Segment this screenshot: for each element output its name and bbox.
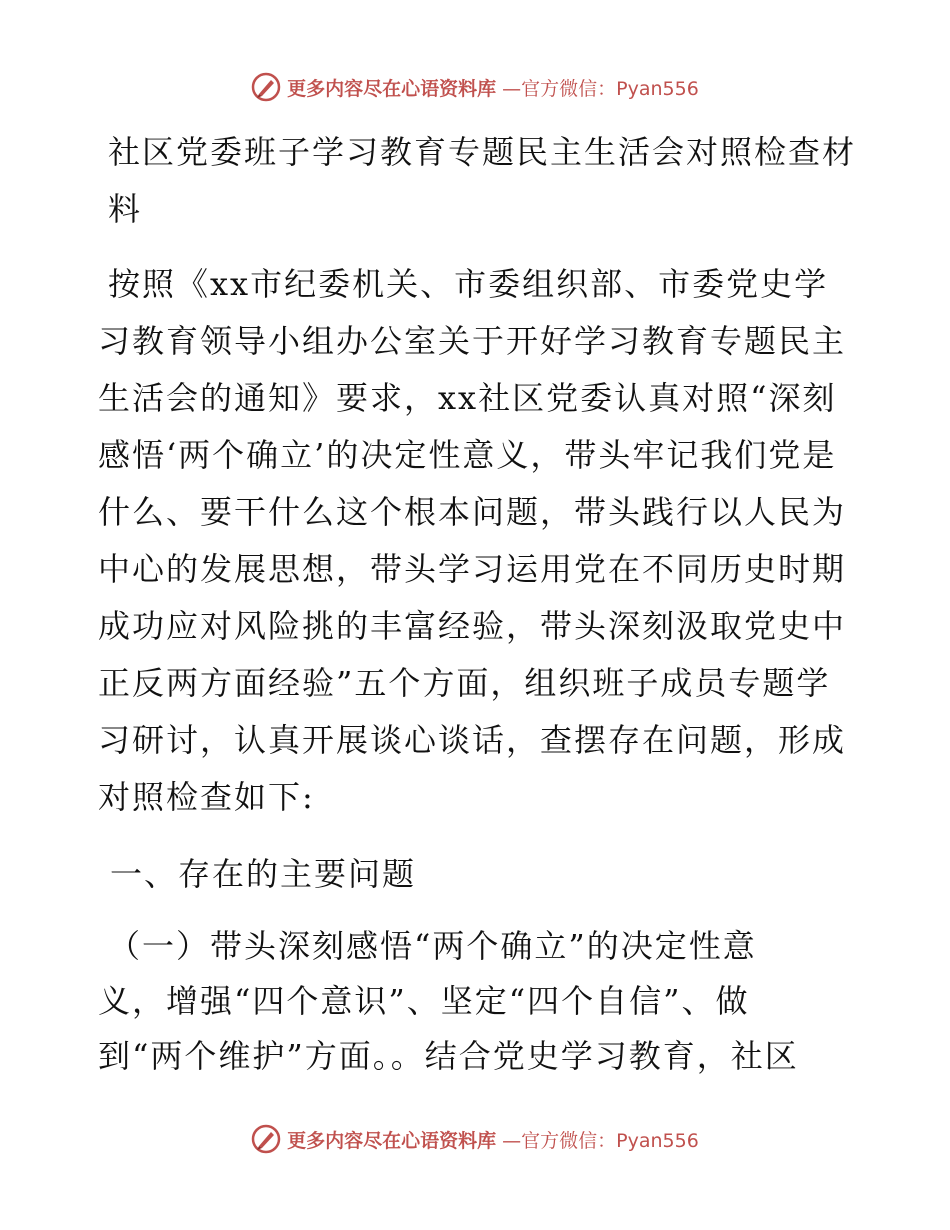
watermark-footer xyxy=(0,1124,950,1154)
watermark-text: 更多内容尽在心语资料库 xyxy=(287,77,497,100)
subsection-paragraph: （一）带头深刻感悟“两个确立”的决定性意义，增强“四个意识”、坚定“四个自信”、做到“两个维护”方面。。结合党史学习教育，社区 xyxy=(98,927,799,1075)
section-heading: 一、存在的主要问题 xyxy=(110,855,417,893)
watermark-text: 更多内容尽在心语资料库 xyxy=(287,1129,497,1152)
document-body xyxy=(98,124,858,1084)
watermark-suffix: —官方微信：Pyan556 xyxy=(502,1129,699,1152)
watermark-suffix: —官方微信：Pyan556 xyxy=(502,77,699,100)
intro-paragraph: 按照《xx市纪委机关、市委组织部、市委党史学习教育领导小组办公室关于开好学习教育专题民主生活会的通知》要求，xx社区党委认真对照“深刻感悟‘两个确立’的决定性意义，带头牢记我们党是什么、要干什么这个根本问题，带头践行以人民为中心的发展思想，带头学习运用党在不同历史时期成功应对风险挑的丰富经验，带头深刻汲取党史中正反两方面经验”五个方面，组织班子成员专题学习研讨，认真开展谈心谈话，查摆存在问题，形成对照检查如下: xyxy=(98,265,847,816)
watermark-header xyxy=(0,72,950,102)
document-title: 社区党委班子学习教育专题民主生活会对照检查材料 xyxy=(108,133,857,228)
pen-logo-icon xyxy=(251,72,281,102)
pen-logo-icon xyxy=(251,1124,281,1154)
